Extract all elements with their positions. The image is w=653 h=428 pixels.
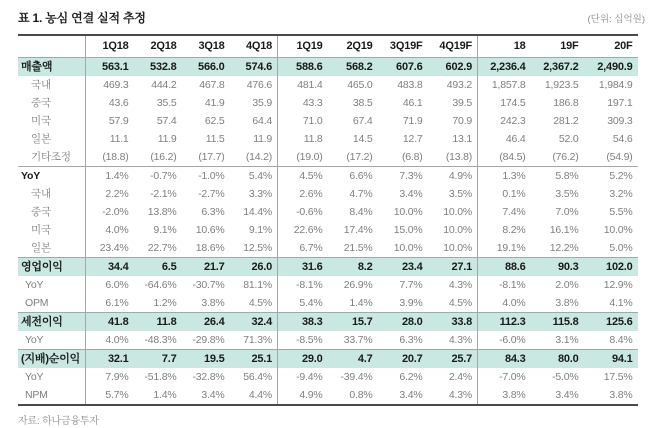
unit-note: (단위: 십억원) xyxy=(587,14,645,25)
value-cell: 3.4% xyxy=(399,389,423,401)
value-cell: -2.1% xyxy=(150,188,177,200)
value-cell: 3.8% xyxy=(201,297,225,309)
value-cell: 2.2% xyxy=(105,188,129,200)
value-cell: -64.6% xyxy=(144,279,177,291)
value-cell: -30.7% xyxy=(192,279,225,291)
value-cell: (76.2) xyxy=(552,151,579,163)
value-cell: 81.1% xyxy=(230,276,278,294)
value-cell: 566.0 xyxy=(182,58,230,77)
column-header: 2Q19 xyxy=(328,35,378,58)
column-header: 3Q18 xyxy=(182,35,230,58)
value-cell: 3.9% xyxy=(399,297,423,309)
value-cell: -2.7% xyxy=(198,188,225,200)
value-cell: 64.4 xyxy=(230,112,278,130)
value-cell: 1,857.8 xyxy=(491,79,526,91)
row-label: YoY xyxy=(18,368,86,386)
value-cell: 12.5% xyxy=(230,239,278,258)
value-cell: 35.5 xyxy=(156,97,177,109)
value-cell: 444.2 xyxy=(151,79,177,91)
value-cell: 33.8 xyxy=(428,313,478,332)
value-cell: 4.9% xyxy=(299,389,323,401)
value-cell: 22.7% xyxy=(147,242,177,254)
value-cell: 3.4% xyxy=(399,188,423,200)
value-cell: 174.5 xyxy=(500,97,526,109)
value-cell: 1.2% xyxy=(153,297,177,309)
value-cell: 574.6 xyxy=(230,58,278,77)
value-cell: 26.0 xyxy=(230,258,278,277)
table-row xyxy=(18,294,638,313)
value-cell: 19.1% xyxy=(496,242,526,254)
value-cell: 5.8% xyxy=(531,167,584,186)
row-label: YoY xyxy=(18,167,86,186)
value-cell: 3.8% xyxy=(502,389,526,401)
value-cell: 32.4 xyxy=(230,313,278,332)
table-row xyxy=(18,331,638,350)
table-row xyxy=(18,350,638,369)
column-header: 20F xyxy=(584,35,638,58)
value-cell: 3.4% xyxy=(201,389,225,401)
row-label: 중국 xyxy=(18,94,86,112)
value-cell: 6.7% xyxy=(299,242,323,254)
table-row xyxy=(18,386,638,405)
value-cell: 43.6 xyxy=(108,97,129,109)
value-cell: 2.0% xyxy=(555,279,579,291)
value-cell: 52.0 xyxy=(558,133,579,145)
value-cell: 62.5 xyxy=(204,115,225,127)
value-cell: 5.7% xyxy=(105,389,129,401)
value-cell: -1.0% xyxy=(182,167,230,186)
row-label: 국내 xyxy=(18,76,86,94)
value-cell: 57.9 xyxy=(108,115,129,127)
value-cell: 22.6% xyxy=(293,224,323,236)
value-cell: 4.1% xyxy=(609,297,633,309)
value-cell: 11.8 xyxy=(134,313,182,332)
table-row xyxy=(18,112,638,130)
value-cell: 10.0% xyxy=(603,224,633,236)
value-cell: 309.3 xyxy=(607,115,633,127)
value-cell: 3.8% xyxy=(609,389,633,401)
value-cell: -9.4% xyxy=(296,371,323,383)
value-cell: 3.5% xyxy=(428,185,478,203)
value-cell: 54.6 xyxy=(612,133,633,145)
value-cell: 29.0 xyxy=(278,350,328,369)
value-cell: 10.0% xyxy=(428,239,478,258)
value-cell: 4.3% xyxy=(428,386,478,405)
value-cell: 481.4 xyxy=(297,79,323,91)
value-cell: 4.4% xyxy=(230,386,278,405)
value-cell: -32.8% xyxy=(192,371,225,383)
value-cell: 186.8 xyxy=(553,97,579,109)
value-cell: 6.3% xyxy=(399,334,423,346)
header-row xyxy=(18,35,638,58)
value-cell: 5.5% xyxy=(609,206,633,218)
value-cell: 34.4 xyxy=(86,258,134,277)
value-cell: 476.6 xyxy=(230,76,278,94)
value-cell: 39.5 xyxy=(428,94,478,112)
value-cell: 6.1% xyxy=(105,297,129,309)
value-cell: 467.8 xyxy=(199,79,225,91)
corner-cell xyxy=(18,35,86,58)
table-row xyxy=(18,94,638,112)
value-cell: 6.5 xyxy=(134,258,182,277)
value-cell: 67.4 xyxy=(352,115,373,127)
value-cell: 1.4% xyxy=(86,167,134,186)
value-cell: 12.7 xyxy=(402,133,423,145)
value-cell: 56.4% xyxy=(230,368,278,386)
value-cell: 19.5 xyxy=(182,350,230,369)
value-cell: 3.2% xyxy=(609,188,633,200)
value-cell: -8.1% xyxy=(296,279,323,291)
value-cell: 11.9 xyxy=(230,130,278,148)
value-cell: 2,236.4 xyxy=(478,58,531,77)
value-cell: 10.0% xyxy=(393,242,423,254)
value-cell: (17.7) xyxy=(198,151,225,163)
value-cell: -2.0% xyxy=(102,206,129,218)
table-row xyxy=(18,185,638,203)
value-cell: 5.4% xyxy=(230,167,278,186)
value-cell: 88.6 xyxy=(478,258,531,277)
row-label: 중국 xyxy=(18,203,86,221)
value-cell: 125.6 xyxy=(584,313,638,332)
value-cell: 11.5 xyxy=(205,133,225,145)
value-cell: 17.4% xyxy=(343,224,373,236)
value-cell: (19.0) xyxy=(296,151,323,163)
column-header: 4Q19F xyxy=(428,35,478,58)
value-cell: 2.6% xyxy=(299,188,323,200)
table-row xyxy=(18,203,638,221)
table-row xyxy=(18,130,638,148)
value-cell: 41.9 xyxy=(204,97,225,109)
value-cell: 197.1 xyxy=(607,97,633,109)
value-cell: 28.0 xyxy=(378,313,428,332)
value-cell: 602.9 xyxy=(428,58,478,77)
value-cell: 568.2 xyxy=(328,58,378,77)
column-header: 4Q18 xyxy=(230,35,278,58)
row-label: 미국 xyxy=(18,112,86,130)
value-cell: 1,984.9 xyxy=(598,79,633,91)
value-cell: 46.1 xyxy=(402,97,423,109)
value-cell: 10.0% xyxy=(428,203,478,221)
value-cell: 469.3 xyxy=(103,79,129,91)
page-title: 표 1. 농심 연결 실적 추정 xyxy=(18,11,146,25)
table-header-bar xyxy=(0,0,653,26)
value-cell: 4.5% xyxy=(428,294,478,313)
value-cell: 13.8% xyxy=(147,206,177,218)
value-cell: 1.4% xyxy=(349,297,373,309)
value-cell: 57.4 xyxy=(156,115,177,127)
value-cell: 3.3% xyxy=(230,185,278,203)
value-cell: 15.7 xyxy=(328,313,378,332)
value-cell: 3.1% xyxy=(555,334,579,346)
value-cell: 38.5 xyxy=(352,97,373,109)
value-cell: 11.1 xyxy=(109,133,129,145)
source-note: 자료: 하나금융투자 xyxy=(18,416,99,427)
value-cell: (84.5) xyxy=(499,151,526,163)
value-cell: (16.2) xyxy=(150,151,177,163)
value-cell: 4.0% xyxy=(502,297,526,309)
row-label: OPM xyxy=(18,294,86,313)
value-cell: 2.4% xyxy=(428,368,478,386)
table-row xyxy=(18,76,638,94)
value-cell: 11.9 xyxy=(157,133,177,145)
value-cell: -0.7% xyxy=(134,167,182,186)
value-cell: 281.2 xyxy=(553,115,579,127)
value-cell: -7.0% xyxy=(499,371,526,383)
value-cell: 70.9 xyxy=(428,112,478,130)
value-cell: 32.1 xyxy=(86,350,134,369)
value-cell: 10.0% xyxy=(393,206,423,218)
value-cell: -48.3% xyxy=(144,334,177,346)
value-cell: 21.5% xyxy=(343,242,373,254)
table-row xyxy=(18,148,638,167)
column-header: 1Q19 xyxy=(278,35,328,58)
value-cell: 7.4% xyxy=(502,206,526,218)
row-label: 매출액 xyxy=(18,58,86,77)
value-cell: 31.6 xyxy=(278,258,328,277)
value-cell: 112.3 xyxy=(478,313,531,332)
value-cell: 2,367.2 xyxy=(531,58,584,77)
value-cell: 27.1 xyxy=(428,258,478,277)
value-cell: 8.4% xyxy=(609,334,633,346)
value-cell: 493.2 xyxy=(428,76,478,94)
value-cell: 8.2 xyxy=(328,258,378,277)
table-row xyxy=(18,239,638,258)
value-cell: 16.1% xyxy=(549,224,579,236)
value-cell: 35.9 xyxy=(230,94,278,112)
table-row xyxy=(18,313,638,332)
table-row xyxy=(18,276,638,294)
value-cell: 9.1% xyxy=(230,221,278,239)
value-cell: 3.4% xyxy=(555,389,579,401)
table-row xyxy=(18,258,638,277)
value-cell: 41.8 xyxy=(86,313,134,332)
value-cell: 1,923.5 xyxy=(544,79,579,91)
value-cell: 3.8% xyxy=(555,297,579,309)
value-cell: 4.7% xyxy=(349,188,373,200)
value-cell: (54.9) xyxy=(606,151,633,163)
value-cell: 10.0% xyxy=(428,221,478,239)
value-cell: 4.9% xyxy=(428,167,478,186)
value-cell: -5.0% xyxy=(552,371,579,383)
table-row xyxy=(18,58,638,77)
row-label: YoY xyxy=(18,276,86,294)
value-cell: 1.4% xyxy=(153,389,177,401)
value-cell: 94.1 xyxy=(584,350,638,369)
column-header: 19F xyxy=(531,35,584,58)
value-cell: 242.3 xyxy=(500,115,526,127)
value-cell: 25.1 xyxy=(230,350,278,369)
value-cell: 7.7 xyxy=(134,350,182,369)
value-cell: 23.4 xyxy=(378,258,428,277)
value-cell: 6.0% xyxy=(105,279,129,291)
row-label: 일본 xyxy=(18,239,86,258)
row-label: (지배)순이익 xyxy=(18,350,86,369)
value-cell: 7.0% xyxy=(555,206,579,218)
value-cell: 8.4% xyxy=(349,206,373,218)
value-cell: (14.2) xyxy=(230,148,278,167)
value-cell: 80.0 xyxy=(531,350,584,369)
value-cell: 18.6% xyxy=(195,242,225,254)
row-label: 기타조정 xyxy=(18,148,86,167)
value-cell: 2,490.9 xyxy=(584,58,638,77)
row-label: 미국 xyxy=(18,221,86,239)
value-cell: 1.3% xyxy=(478,167,531,186)
value-cell: (18.8) xyxy=(102,151,129,163)
value-cell: 15.0% xyxy=(393,224,423,236)
row-label: 국내 xyxy=(18,185,86,203)
value-cell: 38.3 xyxy=(278,313,328,332)
value-cell: 5.4% xyxy=(299,297,323,309)
value-cell: 11.8 xyxy=(303,133,323,145)
value-cell: -8.1% xyxy=(499,279,526,291)
value-cell: 71.0 xyxy=(302,115,323,127)
value-cell: 20.7 xyxy=(378,350,428,369)
value-cell: 12.9% xyxy=(603,279,633,291)
value-cell: -39.4% xyxy=(340,371,373,383)
value-cell: 4.0% xyxy=(105,224,129,236)
table-row xyxy=(18,167,638,186)
value-cell: 4.5% xyxy=(278,167,328,186)
value-cell: 90.3 xyxy=(531,258,584,277)
value-cell: 8.2% xyxy=(502,224,526,236)
value-cell: 17.5% xyxy=(603,371,633,383)
value-cell: 7.7% xyxy=(399,279,423,291)
value-cell: 43.3 xyxy=(302,97,323,109)
value-cell: 115.8 xyxy=(531,313,584,332)
value-cell: 14.5 xyxy=(352,133,373,145)
value-cell: 6.6% xyxy=(328,167,378,186)
value-cell: -6.0% xyxy=(499,334,526,346)
value-cell: 9.1% xyxy=(153,224,177,236)
value-cell: 23.4% xyxy=(99,242,129,254)
value-cell: 483.8 xyxy=(397,79,423,91)
value-cell: -29.8% xyxy=(192,334,225,346)
value-cell: 5.0% xyxy=(609,242,633,254)
value-cell: 33.7% xyxy=(343,334,373,346)
value-cell: 26.4 xyxy=(182,313,230,332)
value-cell: 25.7 xyxy=(428,350,478,369)
value-cell: 465.0 xyxy=(347,79,373,91)
value-cell: -51.8% xyxy=(144,371,177,383)
value-cell: -8.5% xyxy=(296,334,323,346)
value-cell: 4.0% xyxy=(105,334,129,346)
value-cell: 71.3% xyxy=(230,331,278,350)
financial-table xyxy=(18,34,638,406)
row-label: YoY xyxy=(18,331,86,350)
value-cell: 5.2% xyxy=(584,167,638,186)
column-header: 18 xyxy=(478,35,531,58)
value-cell: (17.2) xyxy=(346,151,373,163)
value-cell: 4.7 xyxy=(328,350,378,369)
value-cell: 4.3% xyxy=(428,276,478,294)
value-cell: 4.5% xyxy=(230,294,278,313)
value-cell: 607.6 xyxy=(378,58,428,77)
value-cell: 14.4% xyxy=(230,203,278,221)
value-cell: 12.2% xyxy=(549,242,579,254)
value-cell: -0.6% xyxy=(296,206,323,218)
table-row xyxy=(18,368,638,386)
column-header: 1Q18 xyxy=(86,35,134,58)
value-cell: 84.3 xyxy=(478,350,531,369)
value-cell: 3.5% xyxy=(555,188,579,200)
value-cell: 0.1% xyxy=(502,188,526,200)
row-label: NPM xyxy=(18,386,86,405)
column-header: 3Q19F xyxy=(378,35,428,58)
value-cell: 7.9% xyxy=(105,371,129,383)
value-cell: 588.6 xyxy=(278,58,328,77)
value-cell: 26.9% xyxy=(343,279,373,291)
row-label: 영업이익 xyxy=(18,258,86,277)
row-label: 세전이익 xyxy=(18,313,86,332)
value-cell: 532.8 xyxy=(134,58,182,77)
value-cell: (6.8) xyxy=(401,151,423,163)
value-cell: 13.1 xyxy=(428,130,478,148)
value-cell: 6.2% xyxy=(399,371,423,383)
value-cell: 102.0 xyxy=(584,258,638,277)
value-cell: 21.7 xyxy=(182,258,230,277)
value-cell: 4.3% xyxy=(428,331,478,350)
table-row xyxy=(18,221,638,239)
row-label: 일본 xyxy=(18,130,86,148)
value-cell: (13.8) xyxy=(428,148,478,167)
value-cell: 7.3% xyxy=(378,167,428,186)
value-cell: 71.9 xyxy=(402,115,423,127)
value-cell: 46.4 xyxy=(505,133,526,145)
value-cell: 563.1 xyxy=(86,58,134,77)
value-cell: 0.8% xyxy=(349,389,373,401)
value-cell: 10.6% xyxy=(195,224,225,236)
column-header: 2Q18 xyxy=(134,35,182,58)
value-cell: 6.3% xyxy=(201,206,225,218)
